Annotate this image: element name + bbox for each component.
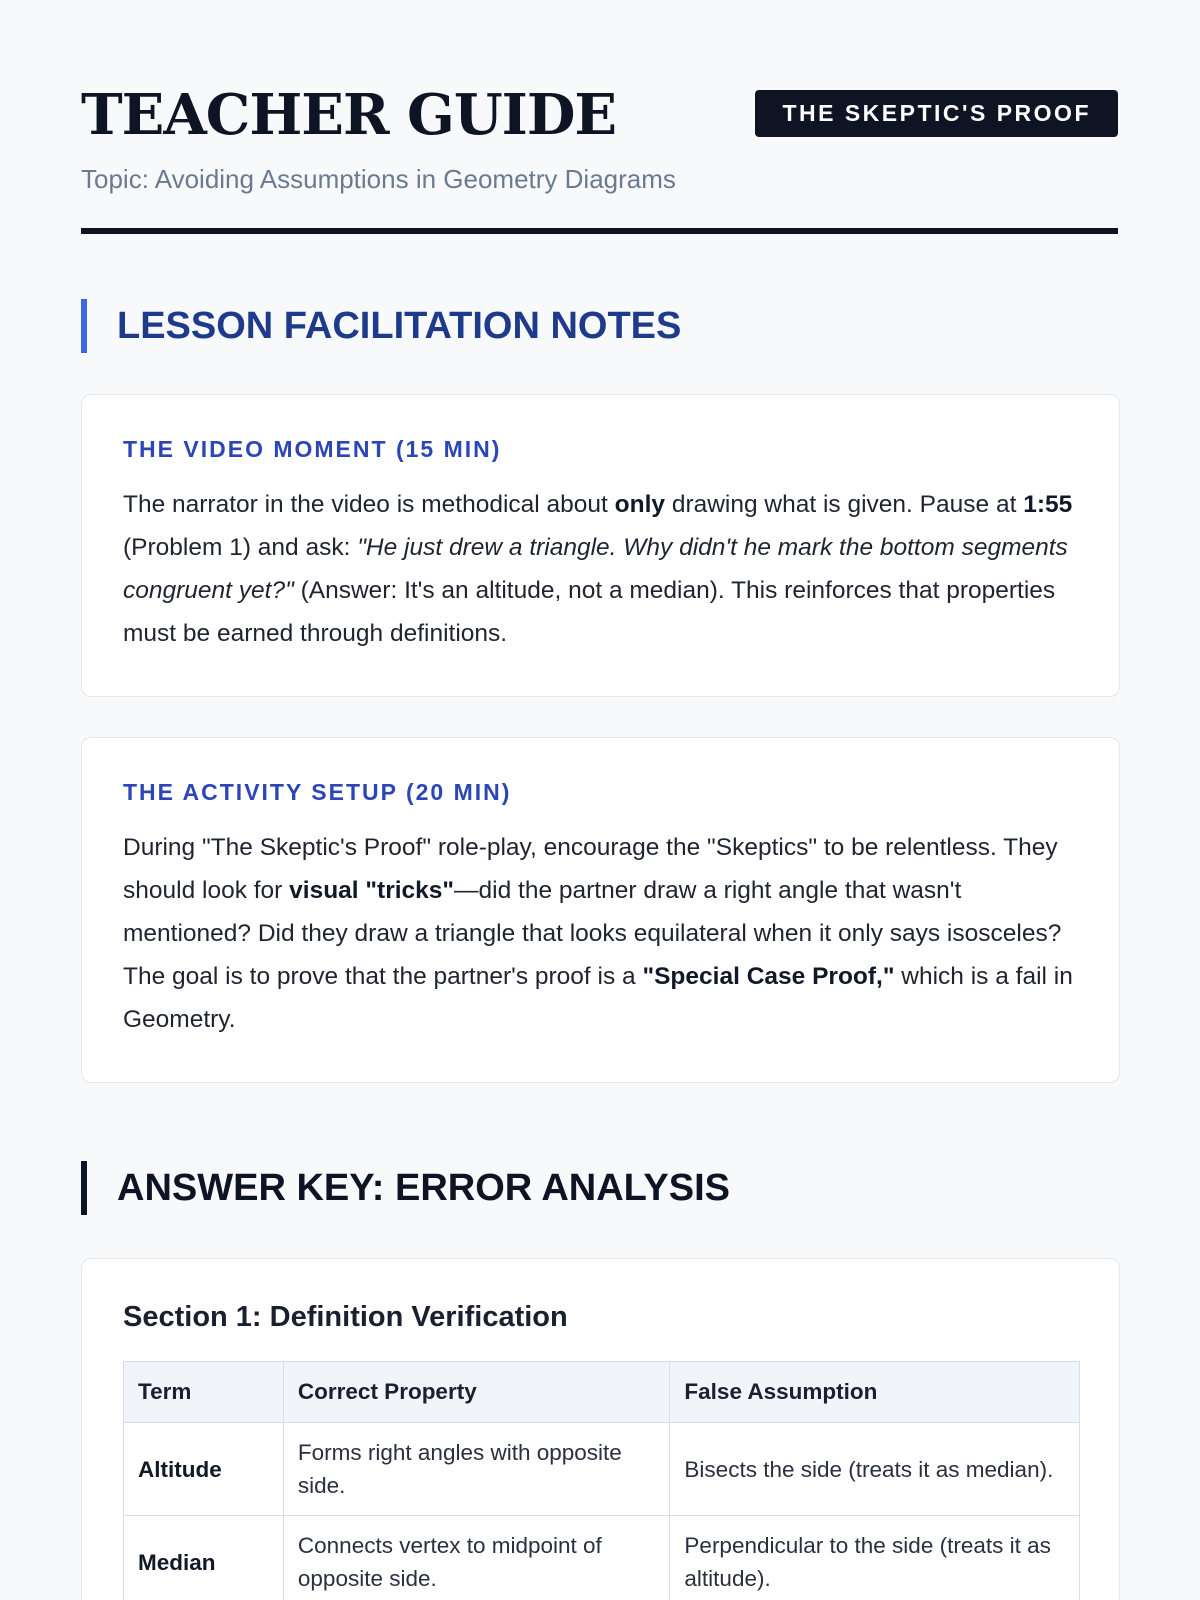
definition-table	[123, 1361, 1080, 1600]
emphasis-text: only	[614, 491, 666, 518]
definition-verification-card	[81, 1258, 1120, 1600]
text-run: drawing what is given. Pause at	[665, 491, 1024, 518]
table-title: Section 1: Definition Verification	[123, 1301, 568, 1333]
quoted-question: "He just drew a triangle. Why didn't he mark the bottom segments congruent yet?"	[123, 534, 1068, 604]
page-header	[81, 0, 1118, 234]
table-row	[124, 1423, 1080, 1516]
section-heading-answer-key: ANSWER KEY: ERROR ANALYSIS	[81, 1161, 730, 1215]
column-header-term: Term	[124, 1362, 284, 1423]
page-title: TEACHER GUIDE	[81, 82, 617, 148]
text-run: which is a fail in Geometry.	[123, 963, 1073, 1033]
text-run: (Answer: It's an altitude, not a median). This reinforces that properties must be earned through definitions.	[123, 577, 1056, 647]
table-row	[124, 1516, 1080, 1600]
column-header-false-assumption: False Assumption	[670, 1362, 1080, 1423]
card-body	[123, 826, 1078, 1041]
false-assumption-cell: Perpendicular to the side (treats it as altitude).	[670, 1516, 1080, 1600]
card-label: THE ACTIVITY SETUP (20 MIN)	[123, 779, 512, 805]
video-moment-card	[81, 394, 1120, 697]
activity-badge: THE SKEPTIC'S PROOF	[755, 90, 1118, 137]
emphasis-text: visual "tricks"	[289, 877, 455, 904]
table-header-row	[124, 1362, 1080, 1423]
correct-property-cell: Connects vertex to midpoint of opposite side.	[283, 1516, 670, 1600]
card-label: THE VIDEO MOMENT (15 MIN)	[123, 436, 502, 462]
column-header-correct-property: Correct Property	[283, 1362, 670, 1423]
card-body	[123, 483, 1078, 655]
false-assumption-cell: Bisects the side (treats it as median).	[670, 1423, 1080, 1516]
text-run: During "The Skeptic's Proof" role-play, encourage the "Skeptics" to be relentless. They should look for	[123, 834, 1058, 904]
text-run: The narrator in the video is methodical about	[123, 491, 615, 518]
text-run: —did the partner draw a right angle that wasn't mentioned? Did they draw a triangle that looks equilateral when it only says isosceles? The goal is to prove that the partner's proof is a	[123, 877, 1062, 990]
term-cell: Altitude	[124, 1423, 284, 1516]
emphasis-text: "Special Case Proof,"	[642, 963, 895, 990]
activity-setup-card	[81, 737, 1120, 1083]
page-subtitle: Topic: Avoiding Assumptions in Geometry Diagrams	[81, 164, 676, 194]
correct-property-cell: Forms right angles with opposite side.	[283, 1423, 670, 1516]
text-run: (Problem 1) and ask:	[123, 534, 358, 561]
section-heading-facilitation-notes: LESSON FACILITATION NOTES	[81, 299, 681, 353]
term-cell: Median	[124, 1516, 284, 1600]
timestamp-text: 1:55	[1023, 491, 1073, 518]
